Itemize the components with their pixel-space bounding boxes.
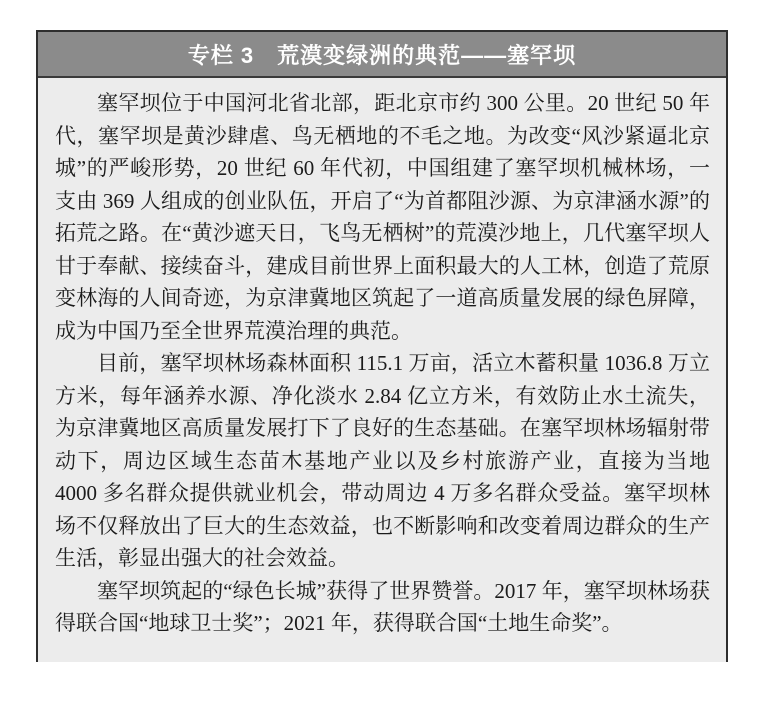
column-box-header <box>38 32 726 78</box>
column-box-title: 专栏 3 荒漠变绿洲的典范——塞罕坝 <box>187 42 577 68</box>
column-box-body <box>38 78 726 662</box>
paragraph-2: 目前，塞罕坝林场森林面积 115.1 万亩，活立木蓄积量 1036.8 万立方米，每年涵养水源、净化淡水 2.84 亿立方米，有效防止水土流失，为京津冀地区高质量发展打下了良好的生态基础。在塞罕坝林场辐射带动下，周边区域生态苗木基地产业以及乡村旅游产业，直接为当地 4000 多名群众提供就业机会，带动周边 4 万多名群众受益。塞罕坝林场不仅释放出了巨大的生态效益，也不断影响和改变着周边群众的生产生活，彰显出强大的社会效益。 <box>55 351 710 570</box>
paragraph-1: 塞罕坝位于中国河北省北部，距北京市约 300 公里。20 世纪 50 年代，塞罕坝是黄沙肆虐、鸟无栖地的不毛之地。为改变“风沙紧逼北京城”的严峻形势，20 世纪 60 年代初，中国组建了塞罕坝机械林场，一支由 369 人组成的创业队伍，开启了“为首都阻沙源、为京津涵水源”的拓荒之路。在“黄沙遮天日，飞鸟无栖树”的荒漠沙地上，几代塞罕坝人甘于奉献、接续奋斗，建成目前世界上面积最大的人工林，创造了荒原变林海的人间奇迹，为京津冀地区筑起了一道高质量发展的绿色屏障，成为中国乃至全世界荒漠治理的典范。 <box>55 91 710 343</box>
paragraph-3: 塞罕坝筑起的“绿色长城”获得了世界赞誉。2017 年，塞罕坝林场获得联合国“地球卫士奖”；2021 年，获得联合国“土地生命奖”。 <box>55 578 710 635</box>
column-box <box>36 30 728 662</box>
